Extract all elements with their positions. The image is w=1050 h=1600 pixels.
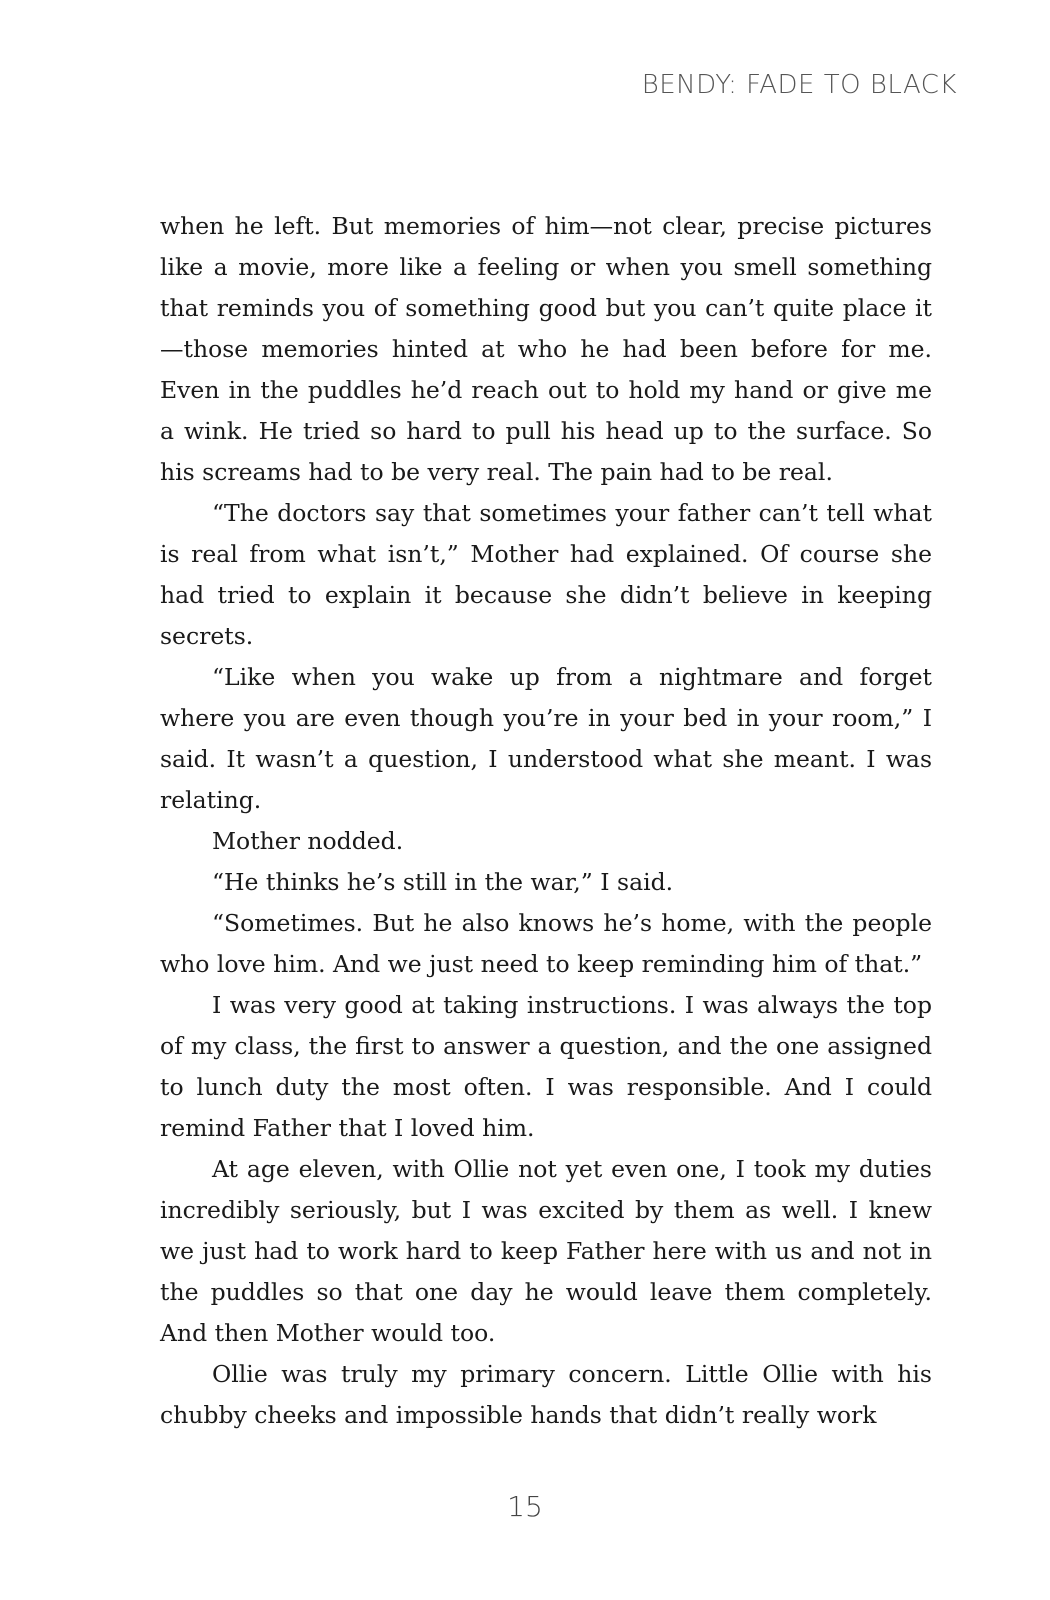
paragraph: “The doctors say that sometimes your father can’t tell what is real from what isn’t,” Mother had explained. Of course she had tried to explain it because she didn’t believe in keeping secrets. <box>160 499 932 650</box>
page-number: 15 <box>507 1490 543 1523</box>
paragraph: “Sometimes. But he also knows he’s home, with the people who love him. And we just need to keep reminding him of that.” <box>160 909 932 978</box>
paragraph: Mother nodded. <box>212 827 404 855</box>
paragraph: I was very good at taking instructions. I was always the top of my class, the first to answer a question, and the one assigned to lunch duty the most often. I was responsible. And I could remind Father that I loved him. <box>160 991 932 1142</box>
paragraph: Ollie was truly my primary concern. Little Ollie with his chubby cheeks and impossible hands that didn’t really work <box>160 1360 932 1429</box>
running-head: BENDY: FADE TO BLACK <box>641 70 957 100</box>
paragraph: At age eleven, with Ollie not yet even one, I took my duties incredibly seriously, but I was excited by them as well. I knew we just had to work hard to keep Father here with us and not in the puddles so that one day he would leave them completely. And then Mother would too. <box>160 1155 932 1347</box>
paragraph: “Like when you wake up from a nightmare and forget where you are even though you’re in your bed in your room,” I said. It wasn’t a question, I understood what she meant. I was relating. <box>160 663 932 814</box>
paragraph: when he left. But memories of him—not clear, precise pictures like a movie, more like a feeling or when you smell something that reminds you of something good but you can’t quite place it—those memories hinted at who he had been before for me. Even in the puddles he’d reach out to hold my hand or give me a wink. He tried so hard to pull his head up to the surface. So his screams had to be very real. The pain had to be real. <box>160 212 932 486</box>
body-text <box>160 206 932 1436</box>
paragraph: “He thinks he’s still in the war,” I said. <box>212 868 674 896</box>
